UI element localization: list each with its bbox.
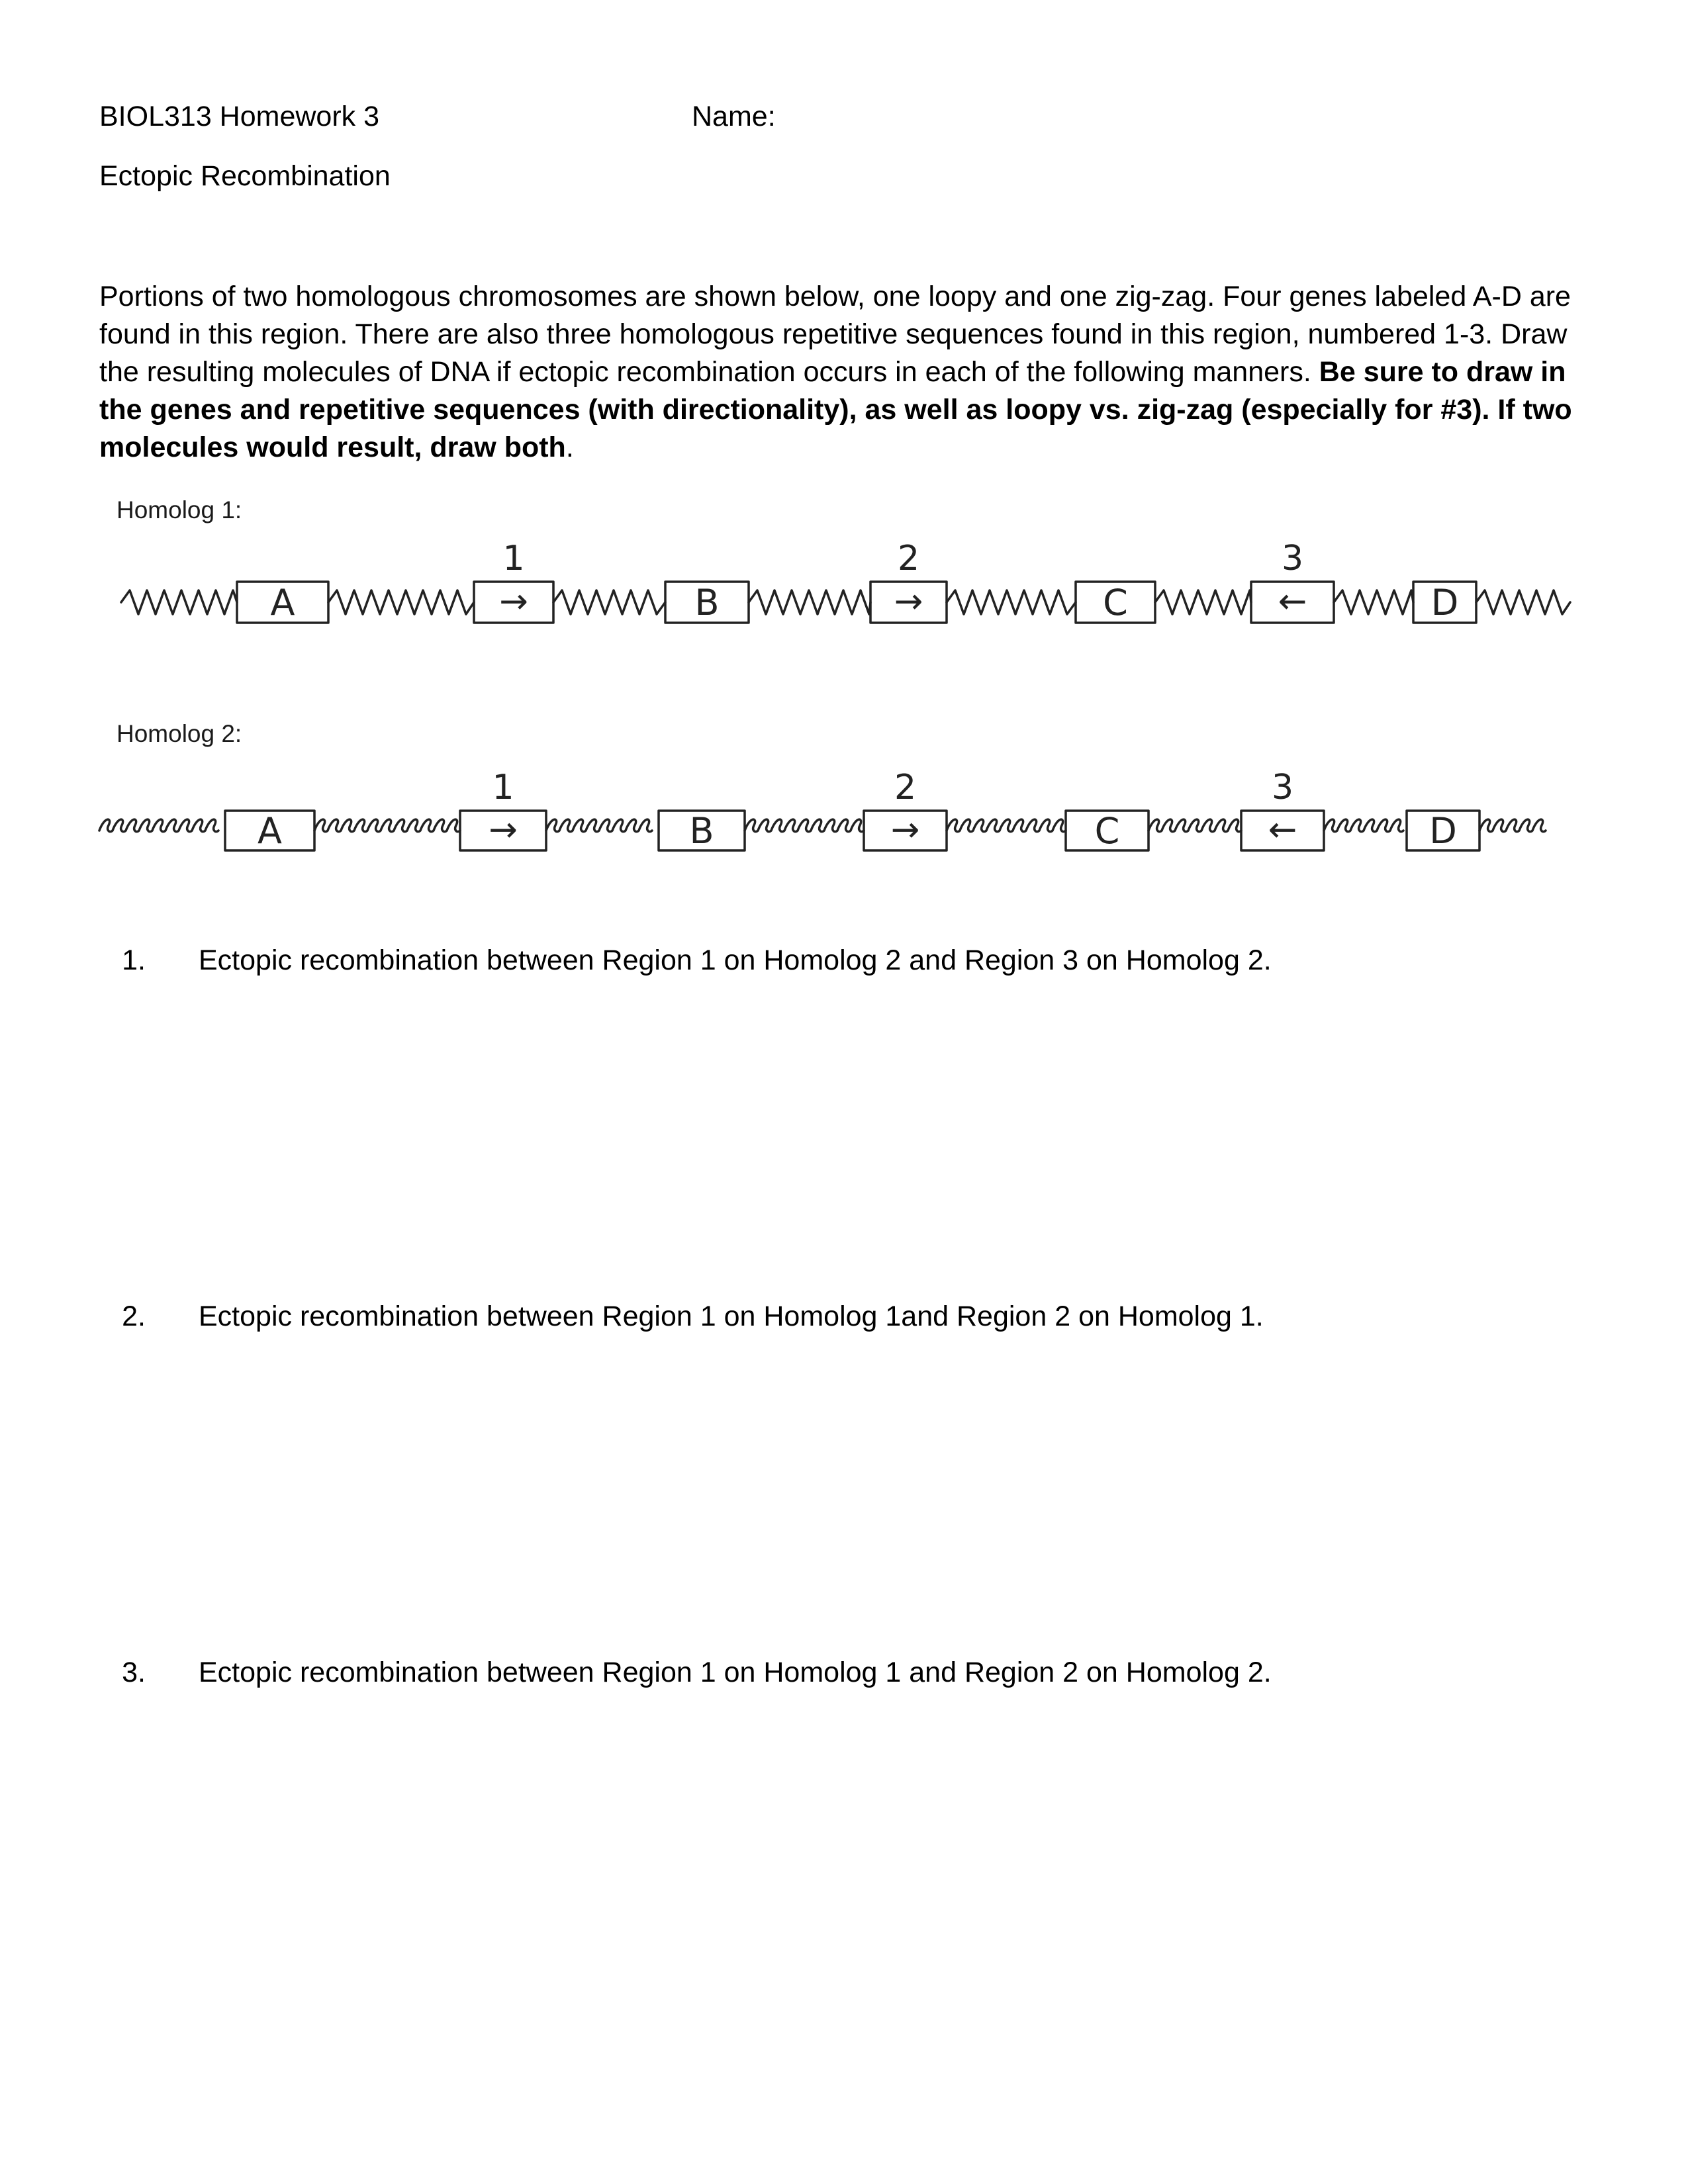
gene-label: B xyxy=(694,582,720,623)
homolog-2-diagram xyxy=(0,751,1688,870)
instructions-paragraph xyxy=(99,278,1602,467)
gene-label: B xyxy=(689,810,714,852)
question-1-number: 1. xyxy=(122,944,146,976)
repeat-number: 1 xyxy=(492,768,514,807)
question-3-text: Ectopic recombination between Region 1 on Homolog 1 and Region 2 on Homolog 2. xyxy=(199,1657,1272,1688)
arrow-right-icon: → xyxy=(489,810,518,850)
arrow-right-icon: → xyxy=(894,582,923,621)
gene-label: C xyxy=(1094,810,1120,852)
assignment-subtitle: Ectopic Recombination xyxy=(99,160,391,192)
instructions-emphasis: Be sure to draw in the genes and repetitive sequences (with directionality), as well as loopy vs. zig-zag (especially for #3). If two molecules would result, draw both xyxy=(99,356,1572,463)
gene-label: A xyxy=(270,582,295,623)
question-3-number: 3. xyxy=(122,1657,146,1688)
gene-label: C xyxy=(1103,582,1128,623)
name-field-label: Name: xyxy=(692,101,776,132)
arrow-right-icon: → xyxy=(499,582,528,621)
repeat-number: 2 xyxy=(894,768,917,807)
gene-label: A xyxy=(258,810,282,852)
chromosome-segment xyxy=(947,819,1066,831)
repeat-number: 3 xyxy=(1281,539,1304,578)
homolog-1-diagram xyxy=(0,523,1688,642)
homolog-1-label: Homolog 1: xyxy=(117,496,242,523)
chromosome-segment xyxy=(328,590,474,614)
arrow-left-icon: ← xyxy=(1278,582,1307,621)
repeat-number: 2 xyxy=(897,539,920,578)
instructions-period: . xyxy=(565,432,574,463)
question-2-text: Ectopic recombination between Region 1 on Homolog 1and Region 2 on Homolog 1. xyxy=(199,1300,1264,1332)
course-title: BIOL313 Homework 3 xyxy=(99,101,380,132)
chromosome-segment xyxy=(1334,590,1413,614)
gene-label: D xyxy=(1429,810,1457,852)
chromosome-segment xyxy=(314,819,460,831)
repeat-number: 1 xyxy=(502,539,525,578)
instructions-text: Portions of two homologous chromosomes are shown below, one loopy and one zig-zag. Four genes labeled A-D are found in this region. There are also three homologous repetitive sequences found in this region, numbered 1-3. Draw the resulting molecules of DNA if ectopic recombination occurs in each of the following manners. xyxy=(99,281,1571,388)
chromosome-segment xyxy=(1476,590,1570,614)
question-1-text: Ectopic recombination between Region 1 on Homolog 2 and Region 3 on Homolog 2. xyxy=(199,944,1272,976)
chromosome-segment xyxy=(1324,819,1403,831)
arrow-left-icon: ← xyxy=(1268,810,1297,850)
question-2-number: 2. xyxy=(122,1300,146,1332)
repeat-number: 3 xyxy=(1271,768,1294,807)
chromosome-segment xyxy=(1155,590,1251,614)
chromosome-segment xyxy=(1479,819,1546,831)
chromosome-segment xyxy=(749,590,870,614)
chromosome-segment xyxy=(553,590,665,614)
chromosome-segment xyxy=(121,590,237,614)
arrow-right-icon: → xyxy=(890,810,920,850)
chromosome-segment xyxy=(1149,819,1241,831)
chromosome-segment xyxy=(546,819,652,831)
chromosome-segment xyxy=(947,590,1076,614)
chromosome-segment xyxy=(99,819,218,831)
homolog-2-label: Homolog 2: xyxy=(117,720,242,747)
chromosome-segment xyxy=(745,819,864,831)
gene-label: D xyxy=(1430,582,1459,623)
